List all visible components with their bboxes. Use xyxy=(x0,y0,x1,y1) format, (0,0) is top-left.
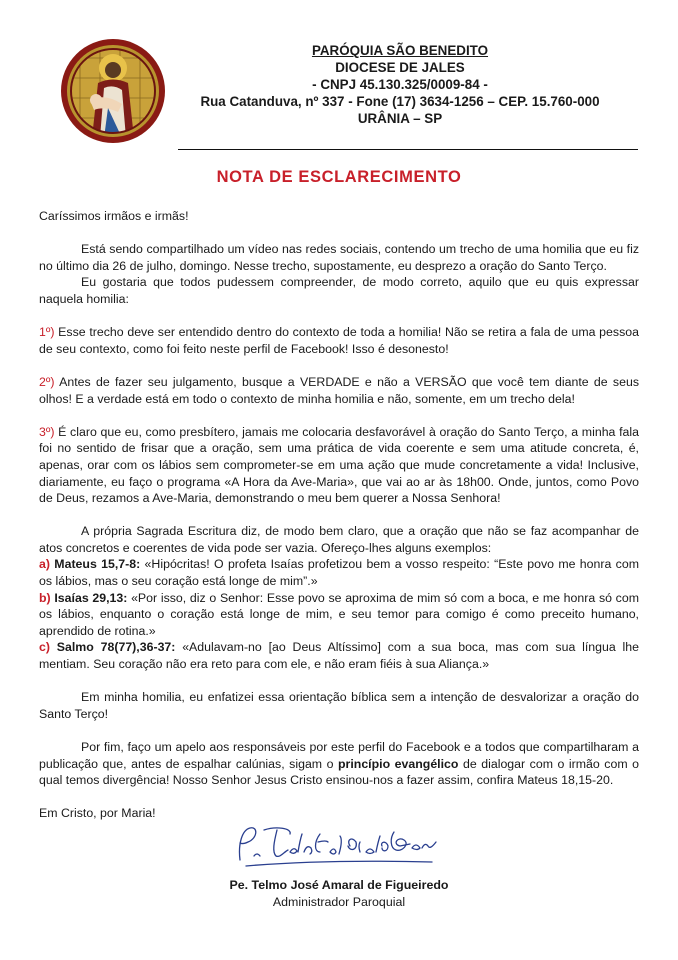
point-text: Antes de fazer seu julgamento, busque a VERDADE e não a VERSÃO que você tem diante de seus olhos! E a verdade está em todo o contexto de minha homilia e não, somente, em um trecho dela! xyxy=(39,374,639,406)
signatory-name: Pe. Telmo José Amaral de Figueiredo xyxy=(229,878,449,892)
header-divider xyxy=(178,149,638,150)
example-text: «Por isso, diz o Senhor: Esse povo se aproxima de mim só com a boca, e me honra só com os lábios, enquanto o coração está longe de mim, e seu temor para comigo é como preceito humano, aprendido de rotina.» xyxy=(39,590,639,638)
example-letter: a) xyxy=(39,557,50,572)
parish-name: PARÓQUIA SÃO BENEDITO xyxy=(311,43,489,58)
emphasis-paragraph: Em minha homilia, eu enfatizei essa orientação bíblica sem a intenção de desvalorizar a oração do Santo Terço! xyxy=(39,690,639,721)
point-paragraph xyxy=(39,374,639,407)
point-label: 1º) xyxy=(39,325,55,340)
example-item xyxy=(39,639,639,672)
city-line: URÂNIA – SP xyxy=(357,111,443,126)
example-item xyxy=(39,556,639,589)
greeting: Caríssimos irmãos e irmãs! xyxy=(39,209,189,223)
parish-header xyxy=(190,42,610,127)
address-line: Rua Catanduva, nº 337 - Fone (17) 3634-1256 – CEP. 15.760-000 xyxy=(200,94,600,109)
example-reference: Mateus 15,7-8: xyxy=(54,557,141,572)
point-paragraph xyxy=(39,324,639,357)
scripture-intro: A própria Sagrada Escritura diz, de modo bem claro, que a oração que não se faz acompanhar de atos concretos e coerentes de vida pode ser vazia. Ofereço-lhes alguns exemplos: xyxy=(39,524,639,555)
document-title: NOTA DE ESCLARECIMENTO xyxy=(216,168,462,186)
intro-paragraph-2: Eu gostaria que todos pudessem compreender, de modo correto, aquilo que eu quis expressar naquela homilia: xyxy=(39,275,639,306)
point-label: 2º) xyxy=(39,374,55,389)
handwritten-signature xyxy=(232,822,444,876)
example-reference: Isaías 29,13: xyxy=(54,590,128,605)
example-text: «Adulavam-no [ao Deus Altíssimo] com a sua boca, mas com sua língua lhe mentiam. Seu coração não era reto para com ele, e não eram fiéis à sua Aliança.» xyxy=(39,640,639,672)
appeal-bold: princípio evangélico xyxy=(338,756,459,771)
example-letter: b) xyxy=(39,590,51,605)
example-item xyxy=(39,590,639,640)
point-text: É claro que eu, como presbítero, jamais me colocaria desfavorável à oração do Santo Terço, a minha fala foi no sentido de frisar que a oração, sem uma prática de vida coerente e sem uma atitude concreta, é, apenas, orar com os lábios sem comprometer-se em uma ação que mude concretamente a vida! Inclusive, diariamente, eu faço o programa «A Hora da Ave-Maria», que vai ao ar às 18h00. Onde, juntos, como Povo de Deus, rezamos a Ave-Maria, demonstrando o meu bem querer a Nossa Senhora! xyxy=(39,424,639,506)
closing: Em Cristo, por Maria! xyxy=(39,806,156,821)
example-reference: Salmo 78(77),36-37: xyxy=(56,640,176,655)
parish-logo xyxy=(60,38,166,144)
appeal-paragraph: Por fim, faço um apelo aos responsáveis por este perfil do Facebook e a todos que compartilharam a publicação que, antes de espalhar calúnias, sigam o princípio evangélico de dialogar com o irmão com o qual temos divergência! Nosso Senhor Jesus Cristo ensinou-nos a fazer assim, confira Mateus 18,15-20. xyxy=(39,740,639,788)
example-letter: c) xyxy=(39,640,50,655)
point-paragraph xyxy=(39,424,639,507)
document-body xyxy=(39,208,639,822)
example-text: «Hipócritas! O profeta Isaías profetizou bem a vosso respeito: “Este povo me honra com os lábios, mas o seu coração está longe de mim”.» xyxy=(39,557,639,589)
intro-paragraph: Está sendo compartilhado um vídeo nas redes sociais, contendo um trecho de uma homilia que eu fiz no último dia 26 de julho, domingo. Nesse trecho, supostamente, eu desprezo a oração do Santo Terço. xyxy=(39,242,639,273)
cnpj-line: - CNPJ 45.130.325/0009-84 - xyxy=(312,77,488,92)
signatory-role: Administrador Paroquial xyxy=(272,895,406,909)
diocese-name: DIOCESE DE JALES xyxy=(335,60,465,75)
point-text: Esse trecho deve ser entendido dentro do contexto de toda a homilia! Não se retira a fala de uma pessoa de seu contexto, como foi feito neste perfil de Facebook! Isso é desonesto! xyxy=(39,325,639,356)
point-label: 3º) xyxy=(39,424,55,439)
